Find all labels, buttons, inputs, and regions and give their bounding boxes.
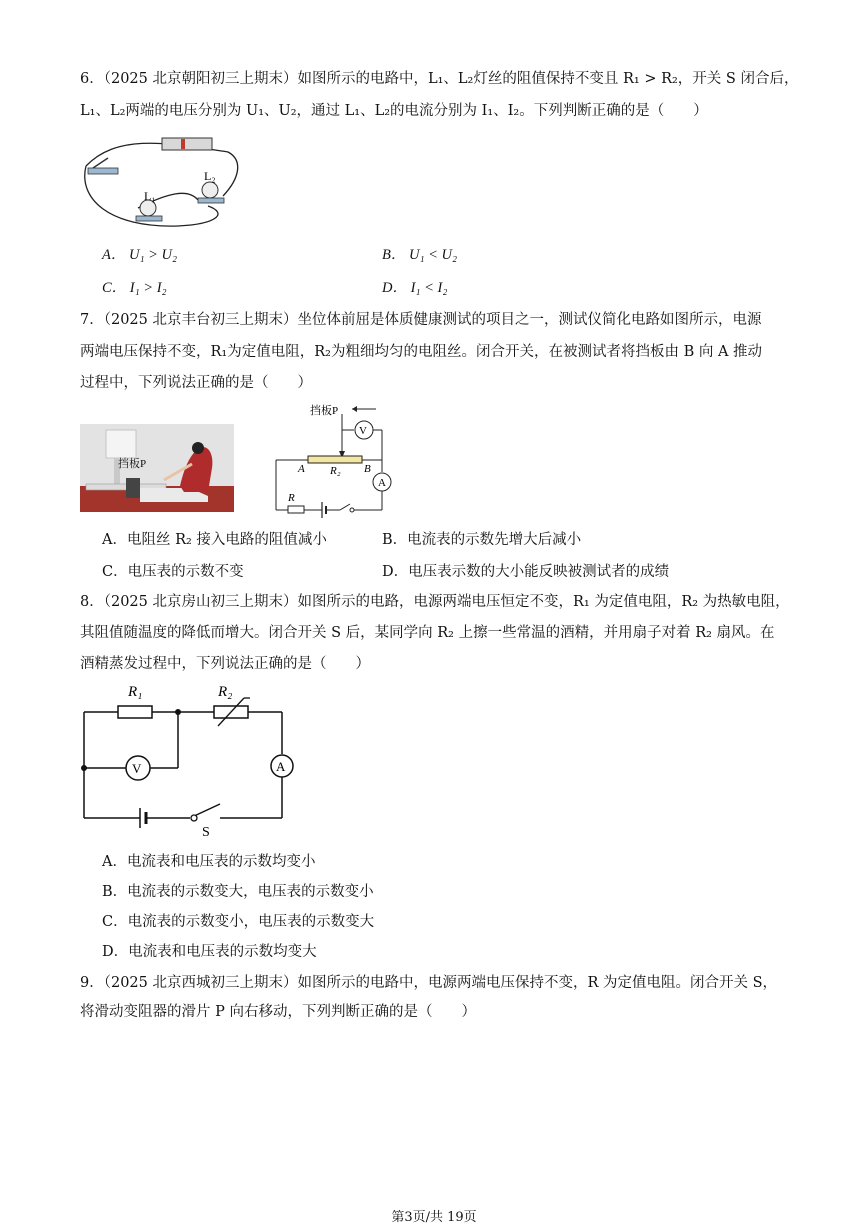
q8-ammeter-label: A [276,759,286,774]
q8-stem-line2: 其阻值随温度的降低而增大。闭合开关 S 后，某同学向 R₂ 上擦一些常温的酒精，并用扇子对着 R₂ 扇风。在 [80,625,775,641]
q6-label-l1: L₁ [144,189,156,203]
q7-stem-line3: 过程中，下列说法正确的是（ ） [80,375,312,391]
q6-option-d[interactable]: D． I₁ < I₂ [382,280,448,296]
q8-label-s: S [202,825,210,840]
q7-label-a-end: A [298,463,305,475]
q8-stem-line3: 酒精蒸发过程中，下列说法正确的是（ ） [80,656,370,672]
q8-option-c[interactable]: C．电流表的示数变小，电压表的示数变大 [102,914,375,930]
q7-label-baffle: 挡板P [310,405,339,417]
q7-label-b-end: B [364,463,371,475]
q6-option-b[interactable]: B． U₁ < U₂ [382,247,458,263]
q7-label-r: R [288,492,295,504]
q7-ammeter-label: A [378,477,386,489]
q8-label-r1: R₁ [128,684,143,700]
q7-option-d[interactable]: D．电压表示数的大小能反映被测试者的成绩 [382,564,670,580]
q6-stem-line2: L₁、L₂两端的电压分别为 U₁、U₂，通过 L₁、L₂的电流分别为 I₁、I₂。下列判断正确的是（ ） [80,103,708,119]
q8-option-a[interactable]: A．电流表和电压表的示数均变小 [102,854,316,870]
q7-photo-label: 挡板P [118,458,147,470]
q6-option-a[interactable]: A． U₁ > U₂ [102,247,178,263]
q7-label-r2: R₂ [330,465,341,477]
q6-label-l2: L₂ [204,169,216,183]
q7-circuit-figure [268,400,408,520]
q9-stem-line2: 将滑动变阻器的滑片 P 向右移动，下列判断正确的是（ ） [80,1004,476,1020]
q7-stem-line1: 7．（2025 北京丰台初三上期末）坐位体前屈是体质健康测试的项目之一，测试仪简化电路如图所示，电源 [80,312,762,328]
q9-stem-line1: 9．（2025 北京西城初三上期末）如图所示的电路中，电源两端电压保持不变，R 为定值电阻。闭合开关 S， [80,975,778,991]
page-footer: 第3页/共 19页 [391,1210,477,1225]
q8-label-r2: R₂ [218,684,233,700]
q8-circuit-figure [78,680,308,840]
q6-circuit-figure [78,138,238,228]
q8-option-d[interactable]: D．电流表和电压表的示数均变大 [102,944,317,960]
q7-option-b[interactable]: B．电流表的示数先增大后减小 [382,532,582,548]
q6-stem-line1: 6．（2025 北京朝阳初三上期末）如图所示的电路中，L₁、L₂灯丝的阻值保持不变且 R₁ > R₂，开关 S 闭合后， [80,71,799,87]
q7-photo [80,424,234,512]
q7-stem-line2: 两端电压保持不变，R₁为定值电阻，R₂为粗细均匀的电阻丝。闭合开关，在被测试者将挡板由 B 向 A 推动 [80,344,763,360]
q7-option-c[interactable]: C．电压表的示数不变 [102,564,244,580]
q7-option-a[interactable]: A．电阻丝 R₂ 接入电路的阻值减小 [102,532,327,548]
q8-stem-line1: 8．（2025 北京房山初三上期末）如图所示的电路，电源两端电压恒定不变，R₁ 为定值电阻，R₂ 为热敏电阻， [80,594,790,610]
q8-option-b[interactable]: B．电流表的示数变大，电压表的示数变小 [102,884,374,900]
q8-voltmeter-label: V [132,761,142,776]
q7-voltmeter-label: V [359,425,367,437]
q6-option-c[interactable]: C． I₁ > I₂ [102,280,167,296]
